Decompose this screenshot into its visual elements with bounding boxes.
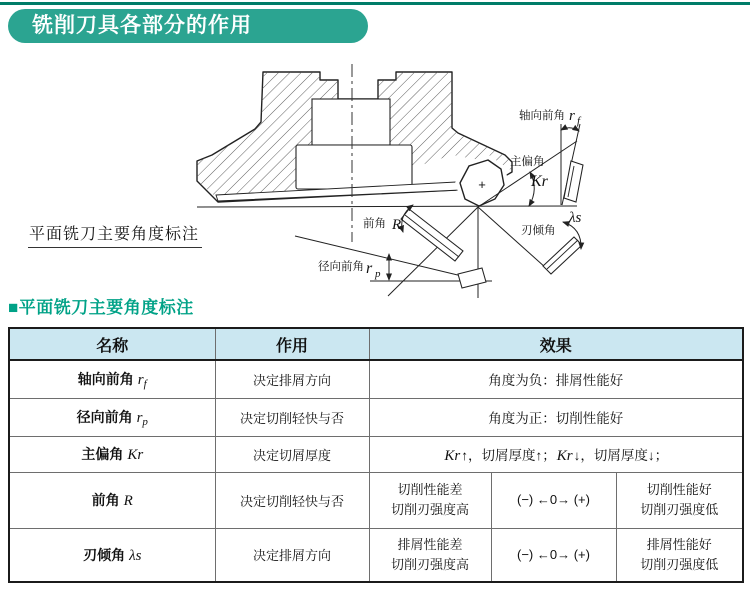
table-row	[9, 528, 743, 582]
row3-function: 决定切屑厚度	[215, 436, 369, 472]
inclination-label: 刃倾角	[521, 225, 556, 237]
diagram-caption: 平面铣刀主要角度标注	[28, 221, 202, 248]
kr-symbol: Kr	[531, 173, 548, 190]
insert-plus-mark: +	[478, 177, 486, 192]
section-bullet: ■	[8, 298, 19, 317]
kr-label: 主偏角	[510, 156, 545, 168]
radial-rake-label: 径向前角	[318, 261, 364, 273]
row3-effect: Kr↑，切屑厚度↑；Kr↓，切屑厚度↓；	[369, 436, 743, 472]
row2-effect: 角度为正：切削性能好	[369, 398, 743, 436]
col-header-name: 名称	[9, 328, 215, 360]
row2-name: 径向前角 $r_p$	[9, 398, 215, 436]
col-header-function: 作用	[215, 328, 369, 360]
row5-name: 刃倾角 λs	[9, 528, 215, 582]
axial-angle-arc	[561, 128, 579, 131]
row1-effect: 角度为负：排屑性能好	[369, 360, 743, 398]
row5-function: 决定排屑方向	[215, 528, 369, 582]
bore-lower	[296, 145, 412, 189]
section-title: 平面铣刀主要角度标注	[18, 298, 194, 317]
axial-rake-subscript: f	[577, 115, 581, 127]
row4-function: 决定切削轻快与否	[215, 472, 369, 528]
top-accent-line	[0, 2, 750, 5]
table-row	[9, 398, 743, 436]
down-right-line	[478, 207, 546, 268]
rake-label: 前角	[363, 218, 386, 230]
row5-effect-positive: 排屑性能好 切削刃强度低	[616, 528, 743, 582]
page-title: 铣削刀具各部分的作用	[32, 14, 252, 37]
row4-effect-negative: 切削性能差 切削刃强度高	[369, 472, 491, 528]
radial-rake-subscript: p	[375, 268, 381, 280]
row4-effect-scale: (−) ←0→ (+)	[491, 472, 616, 528]
rake-insert-inner-edge	[405, 215, 459, 257]
row1-function: 决定排屑方向	[215, 360, 369, 398]
horizontal-reference-line	[197, 206, 577, 207]
row1-name: 轴向前角 $r_f$	[9, 360, 215, 398]
inclination-symbol: λs	[569, 210, 582, 226]
angle-table	[8, 327, 744, 583]
table-row	[9, 436, 743, 472]
inclination-insert-inner-edge	[547, 240, 578, 269]
table-header-row	[9, 328, 743, 360]
table-row	[9, 472, 743, 528]
row5-effect-scale: (−) ←0→ (+)	[491, 528, 616, 582]
radial-insert-side-view	[458, 268, 486, 288]
table-row	[9, 360, 743, 398]
axial-rake-symbol: r	[569, 108, 575, 124]
radial-rake-symbol: r	[366, 260, 373, 277]
axial-rake-label: 轴向前角	[519, 110, 565, 122]
row2-function: 决定切削轻快与否	[215, 398, 369, 436]
row3-name: 主偏角 Kr	[9, 436, 215, 472]
inclination-insert-side-view	[543, 237, 582, 274]
row4-effect-positive: 切削性能好 切削刃强度低	[616, 472, 743, 528]
bore-upper	[312, 99, 390, 145]
rake-symbol: R	[392, 217, 402, 233]
col-header-effect: 效果	[369, 328, 743, 360]
page-title-banner	[8, 9, 368, 43]
row4-name: 前角 R	[9, 472, 215, 528]
row5-effect-negative: 排屑性能差 切削刃强度高	[369, 528, 491, 582]
section-heading	[8, 293, 194, 318]
face-mill-cross-section-diagram	[0, 55, 750, 300]
